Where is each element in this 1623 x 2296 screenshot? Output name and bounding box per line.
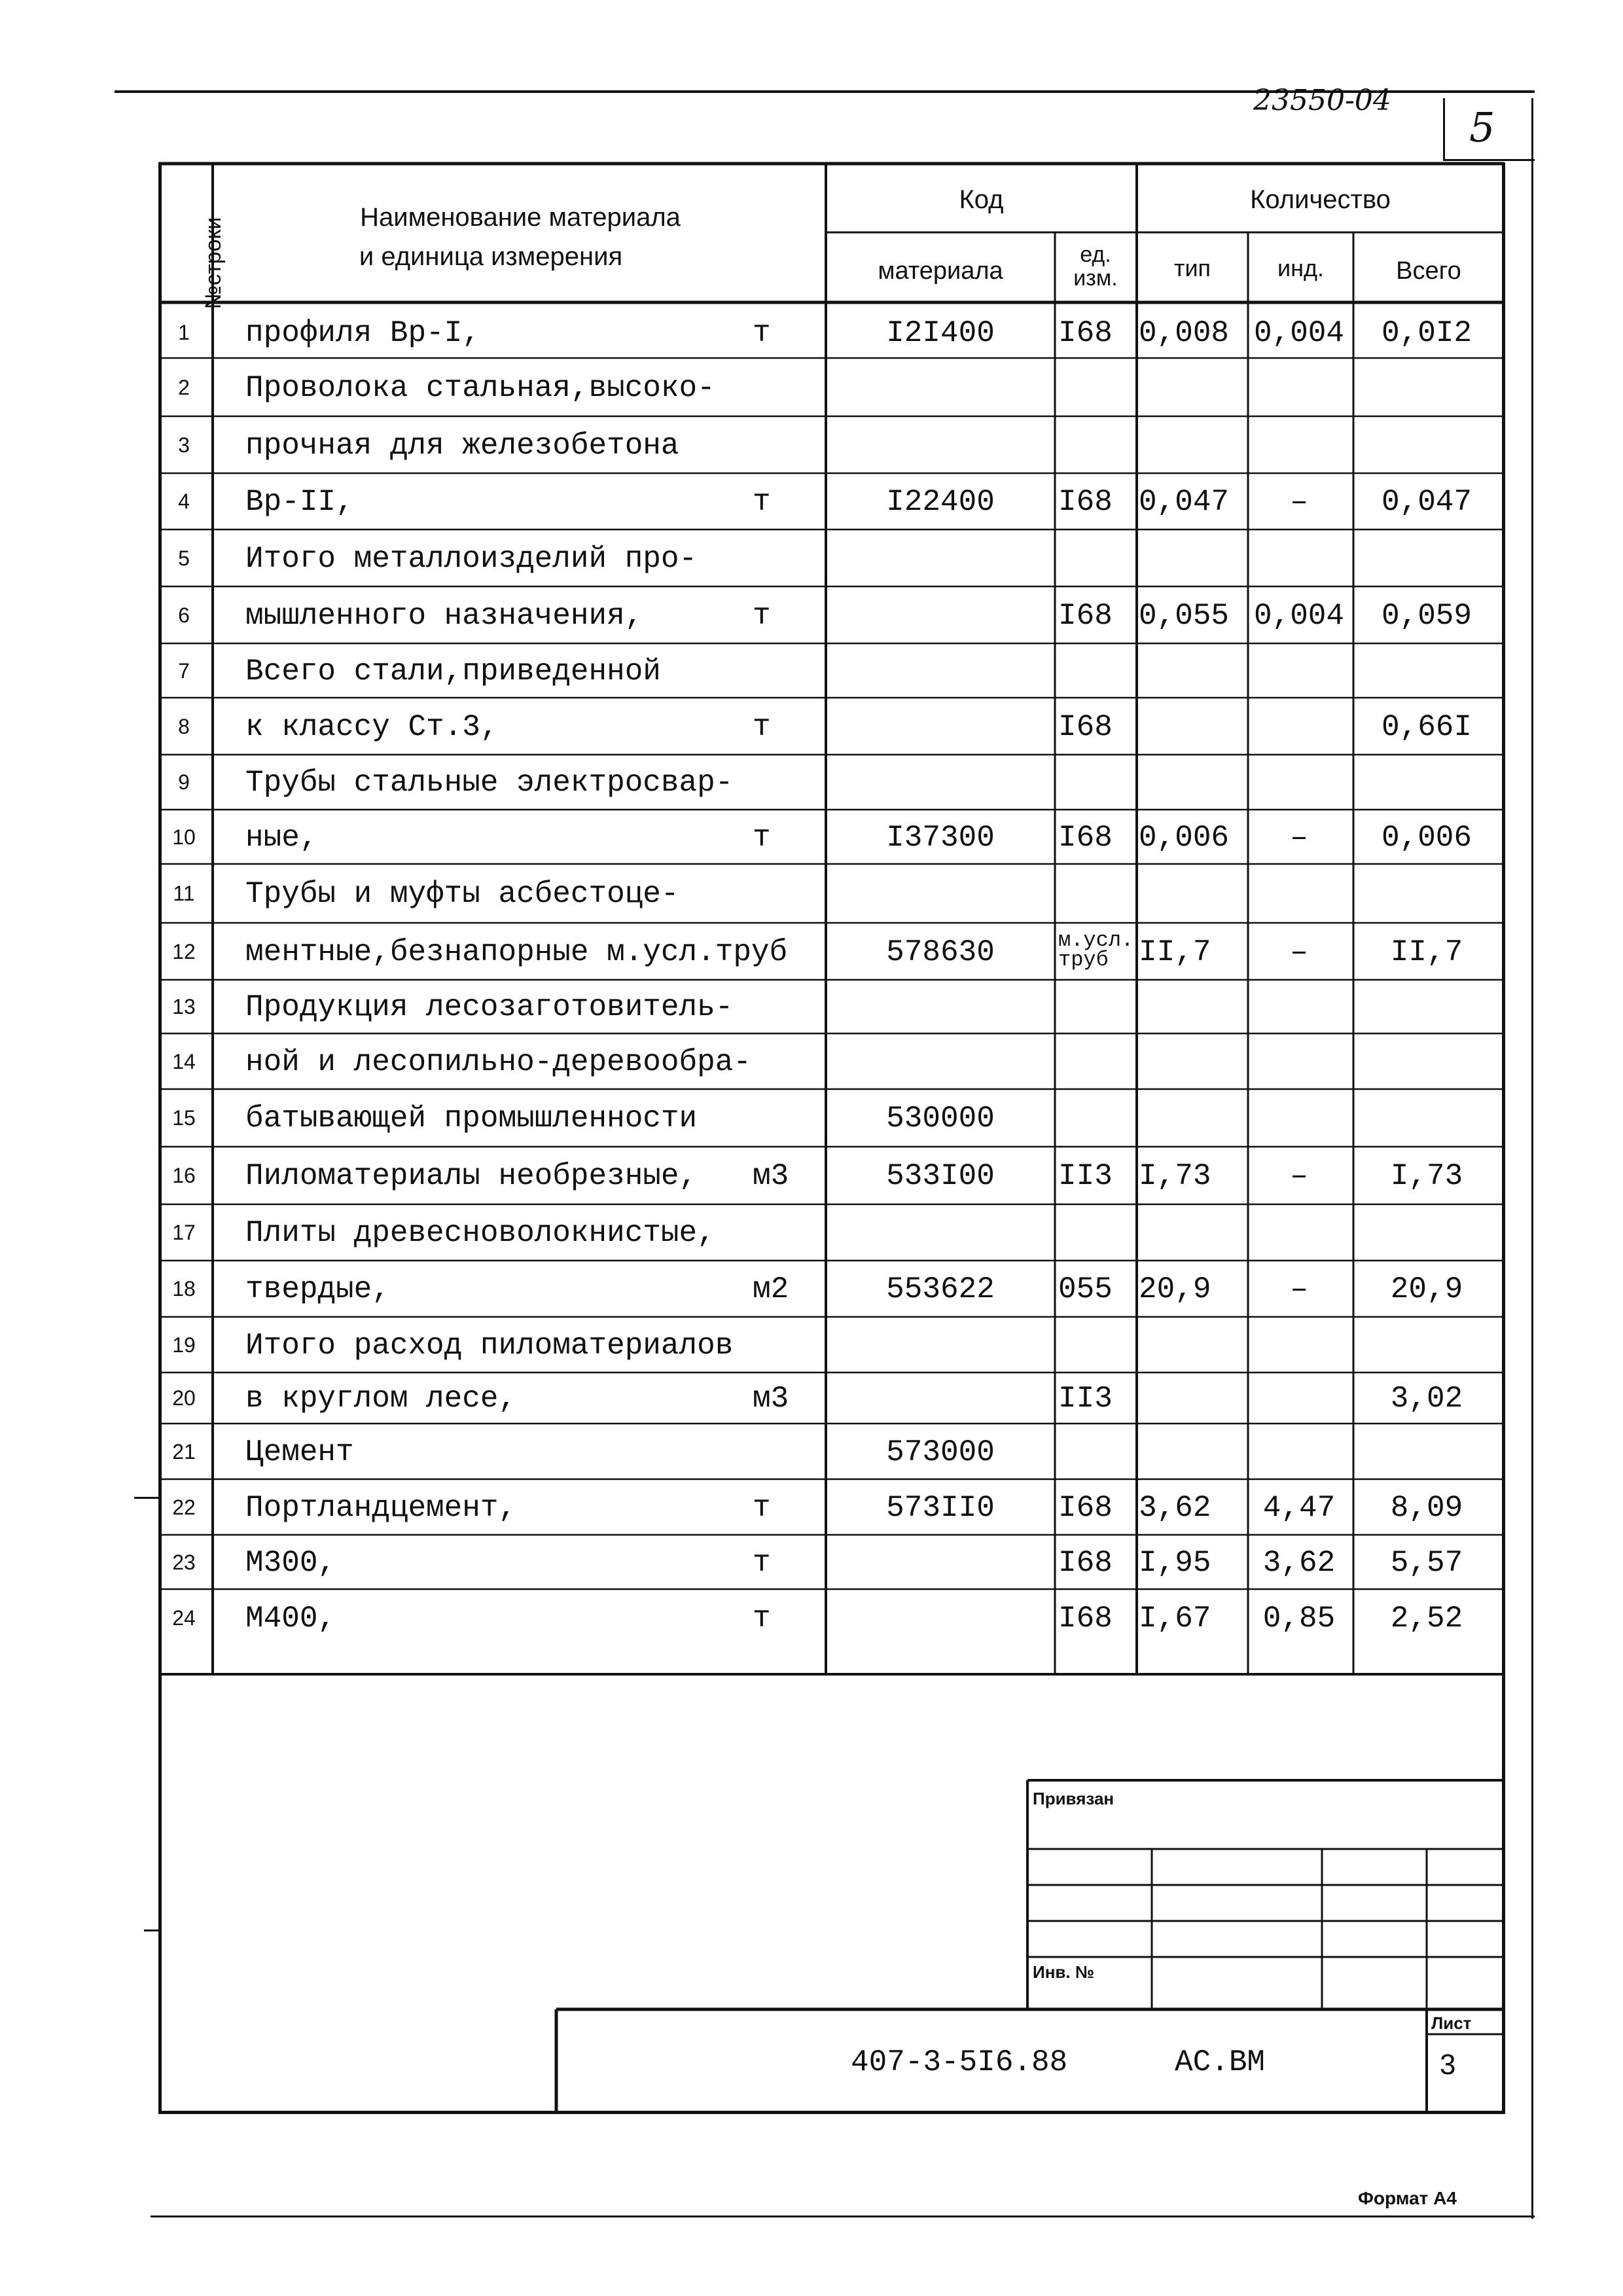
material-name: к классу Ст.3, <box>245 709 499 744</box>
stamp-doc: АС.ВМ <box>1175 2045 1266 2079</box>
total-header: Всего <box>1396 257 1461 285</box>
row-number: 4 <box>178 490 190 513</box>
unit-code: I68 <box>1058 1601 1113 1636</box>
material-name: Плиты древесноволокнистые, <box>245 1216 715 1250</box>
stamp-code: 407-3-5I6.88 <box>851 2045 1068 2079</box>
quantity-ind: – <box>1290 935 1308 969</box>
quantity-total: 5,57 <box>1390 1545 1463 1580</box>
quantity-total: 8,09 <box>1390 1490 1463 1525</box>
bottom-rule <box>151 2215 1535 2217</box>
row-number: 8 <box>178 714 190 738</box>
material-name: Продукция лесозаготовитель- <box>245 990 734 1024</box>
quantity-ind: 0,004 <box>1253 315 1345 350</box>
row-number: 19 <box>172 1333 196 1357</box>
row-number: 22 <box>172 1495 196 1519</box>
unit-code: I68 <box>1058 1490 1113 1525</box>
unit-code: I68 <box>1058 485 1113 519</box>
quantity-total: I,73 <box>1390 1159 1463 1193</box>
quantity-ind: 4,47 <box>1262 1490 1336 1525</box>
quantity-total: 0,059 <box>1381 598 1472 633</box>
row-number: 10 <box>172 825 196 849</box>
ind-header: инд. <box>1277 255 1324 281</box>
material-name: в круглом лесе, <box>245 1382 517 1416</box>
material-name: прочная для железобетона <box>245 428 679 463</box>
row-number: 1 <box>178 320 190 344</box>
material-name: ной и лесопильно-деревообра- <box>245 1045 751 1079</box>
material-name: профиля Вр-I, <box>245 315 480 350</box>
unit-code: 055 <box>1058 1272 1113 1306</box>
unit-of-measure: т <box>753 1490 771 1525</box>
row-number: 3 <box>178 433 190 457</box>
quantity-type: 0,055 <box>1139 598 1230 633</box>
row-number: 14 <box>172 1049 196 1073</box>
unit-of-measure: т <box>753 820 771 855</box>
row-number: 11 <box>173 882 195 905</box>
quantity-type: 3,62 <box>1139 1490 1211 1525</box>
material-name: Итого расход пиломатериалов <box>245 1328 734 1363</box>
material-code: I37300 <box>886 820 995 855</box>
quantity-total: 0,66I <box>1381 709 1472 744</box>
material-name: Вр-II, <box>245 485 354 519</box>
quantity-ind: – <box>1290 1159 1308 1193</box>
material-code: 553622 <box>886 1272 995 1306</box>
unit-code: м.усл. труб <box>1058 927 1134 972</box>
row-number: 13 <box>172 995 196 1018</box>
quantity-type: 0,047 <box>1139 485 1230 519</box>
material-name: батывающей промышленности <box>245 1102 698 1136</box>
material-name: Пиломатериалы необрезные, <box>245 1159 698 1193</box>
quantity-ind: 0,004 <box>1253 598 1345 633</box>
row-number: 24 <box>172 1605 196 1630</box>
quantity-total: 0,047 <box>1381 485 1472 519</box>
unit-code: I68 <box>1058 315 1113 350</box>
material-header: материала <box>878 257 1003 285</box>
material-code: I22400 <box>886 485 995 519</box>
quantity-ind: – <box>1290 485 1308 519</box>
quantity-type: I,73 <box>1139 1159 1211 1193</box>
row-number: 23 <box>172 1550 196 1574</box>
quantity-ind: – <box>1290 820 1308 855</box>
name-header-line1: Наименование материала <box>360 203 681 232</box>
unit-of-measure: м2 <box>753 1272 789 1306</box>
material-code: 573II0 <box>886 1490 995 1525</box>
material-name: Трубы и муфты асбестоце- <box>245 877 679 911</box>
quantity-total: 0,0I2 <box>1381 315 1472 350</box>
unit-code: I68 <box>1058 820 1113 855</box>
row-number: 7 <box>178 658 190 683</box>
row-number: 16 <box>172 1164 196 1187</box>
row-number: 5 <box>178 546 190 570</box>
stamp-inv-no: Инв. № <box>1033 1962 1094 1982</box>
quantity-total: 3,02 <box>1390 1382 1463 1416</box>
row-number: 20 <box>172 1386 196 1410</box>
stamp-sheet-label: Лист <box>1431 2013 1472 2033</box>
unit-code: II3 <box>1058 1159 1113 1193</box>
material-code: 573000 <box>886 1435 995 1469</box>
quantity-type: 20,9 <box>1139 1272 1211 1306</box>
archive-page: 5 <box>1469 103 1495 151</box>
material-name: М300, <box>245 1545 336 1580</box>
unit-of-measure: т <box>753 598 771 633</box>
unit-of-measure: м3 <box>753 1382 789 1416</box>
material-name: Итого металлоизделий про- <box>245 541 698 576</box>
material-name: Проволока стальная,высоко- <box>245 370 715 405</box>
row-number: 2 <box>178 375 190 399</box>
row-number: 21 <box>172 1439 196 1463</box>
quantity-type: II,7 <box>1139 935 1211 969</box>
quantity-ind: – <box>1290 1272 1308 1306</box>
unit-of-measure: т <box>753 1545 771 1580</box>
row-number: 9 <box>178 770 190 794</box>
material-name: ментные,безнапорные м.усл.труб <box>245 935 788 969</box>
material-code: 533I00 <box>886 1159 995 1193</box>
unit-code: I68 <box>1058 709 1113 744</box>
material-name: ные, <box>245 820 318 855</box>
row-number-header: №строки <box>201 217 226 310</box>
quantity-type: I,67 <box>1139 1601 1211 1636</box>
unit-code: II3 <box>1058 1382 1113 1416</box>
quantity-type: 0,008 <box>1139 315 1230 350</box>
quantity-ind: 0,85 <box>1262 1601 1336 1636</box>
unit-of-measure: т <box>753 1601 771 1636</box>
quantity-header: Количество <box>1250 185 1391 214</box>
quantity-type: 0,006 <box>1139 820 1230 855</box>
quantity-total: 2,52 <box>1390 1601 1463 1636</box>
stamp-sheet-number: 3 <box>1440 2049 1456 2081</box>
material-code: I2I400 <box>886 315 995 350</box>
quantity-total: 0,006 <box>1381 820 1472 855</box>
material-name: Всего стали,приведенной <box>245 654 661 689</box>
unit-code: I68 <box>1058 1545 1113 1580</box>
quantity-ind: 3,62 <box>1262 1545 1336 1580</box>
archive-number: 23550-04 <box>1253 84 1391 117</box>
type-header: тип <box>1173 255 1211 281</box>
material-name: М400, <box>245 1601 336 1636</box>
material-code: 530000 <box>886 1102 995 1136</box>
row-number: 6 <box>178 603 190 627</box>
format-label: Формат А4 <box>1358 2188 1457 2208</box>
stamp-privyazan: Привязан <box>1033 1789 1115 1808</box>
quantity-type: I,95 <box>1139 1545 1211 1580</box>
row-number: 17 <box>172 1221 196 1244</box>
material-name: твердые, <box>245 1272 390 1306</box>
unit-of-measure: т <box>753 315 771 350</box>
row-number: 15 <box>172 1106 196 1130</box>
quantity-total: II,7 <box>1390 935 1463 969</box>
unit-of-measure: т <box>753 485 771 519</box>
unit-code: I68 <box>1058 598 1113 633</box>
row-number: 18 <box>172 1277 196 1300</box>
unit-of-measure: т <box>753 709 771 744</box>
name-header-line2: и единица измерения <box>359 242 623 271</box>
quantity-total: 20,9 <box>1390 1272 1463 1306</box>
unit-of-measure: м3 <box>753 1159 789 1193</box>
material-code: 578630 <box>886 935 995 969</box>
row-number: 12 <box>172 939 196 963</box>
unit-header: ед. изм. <box>1073 242 1118 291</box>
material-name: Трубы стальные электросвар- <box>245 766 734 800</box>
material-name: Цемент <box>245 1435 354 1469</box>
code-header: Код <box>959 185 1004 214</box>
material-name: Портландцемент, <box>245 1490 517 1525</box>
material-name: мышленного назначения, <box>245 598 643 633</box>
